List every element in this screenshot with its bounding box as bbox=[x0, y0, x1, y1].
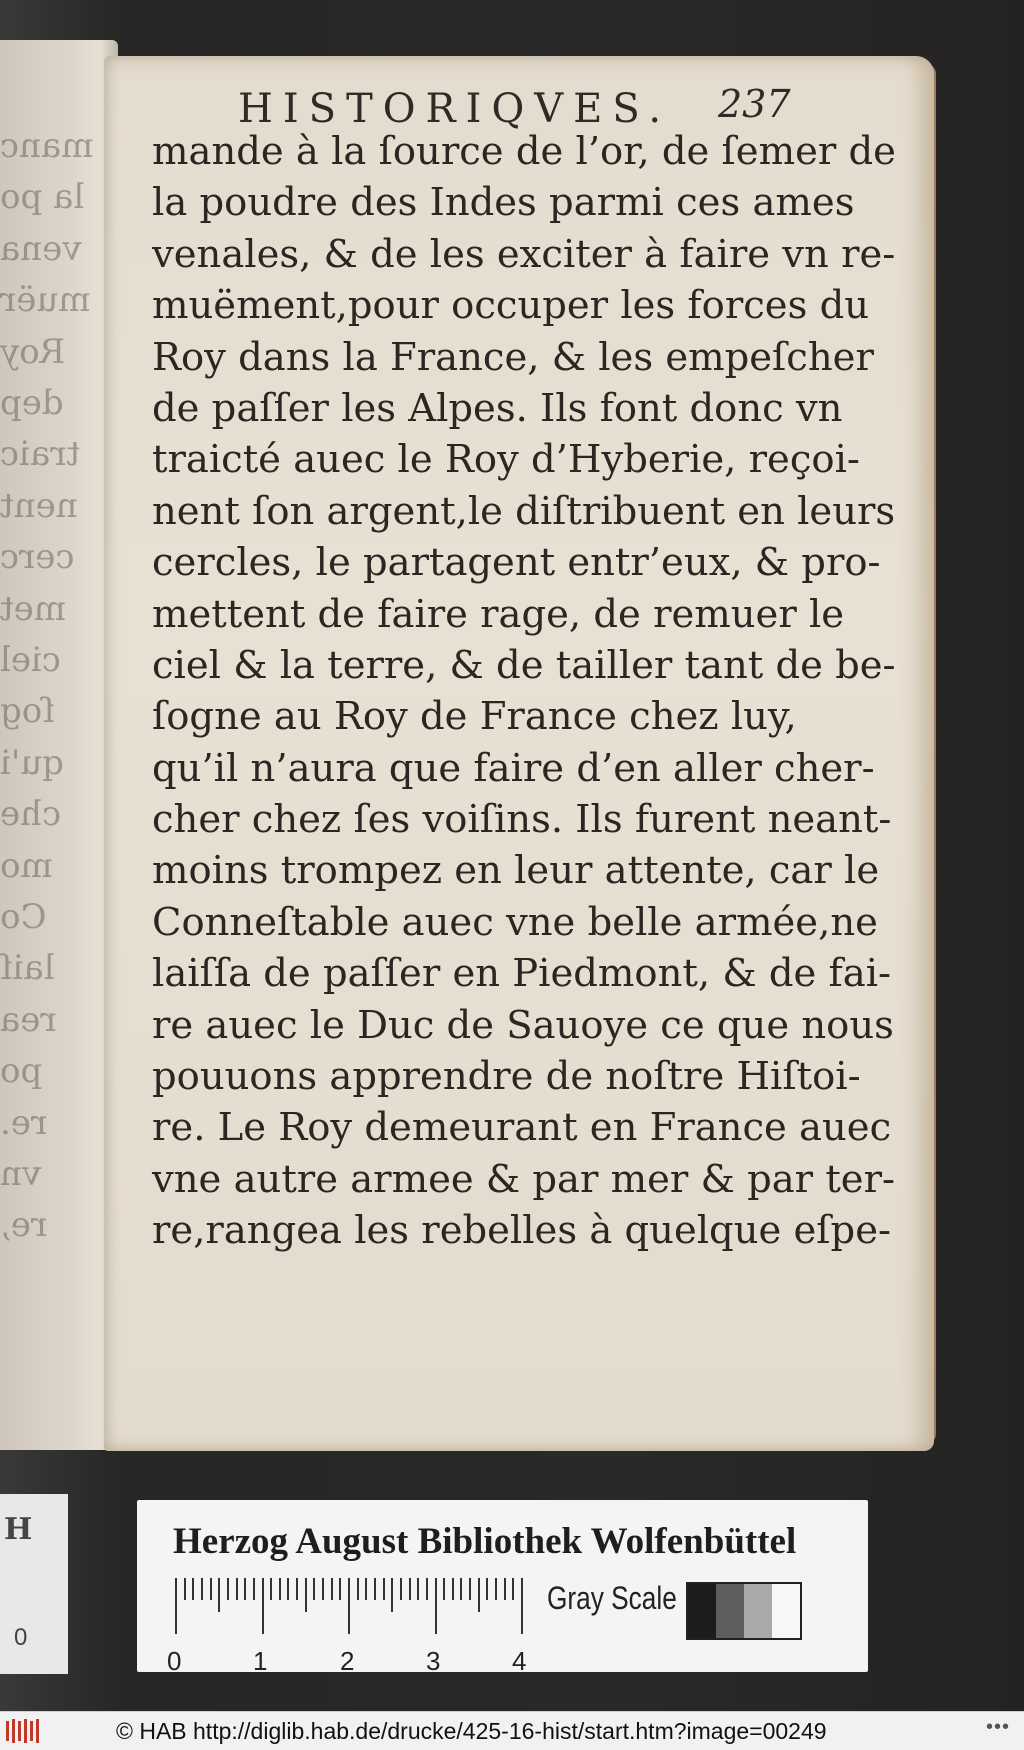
previous-calibration-card bbox=[0, 1494, 68, 1674]
ruler-tick bbox=[443, 1578, 445, 1600]
ruler-tick bbox=[218, 1578, 220, 1612]
ruler-tick bbox=[296, 1578, 298, 1600]
text-line: Conneſtable auec vne belle armée,ne bbox=[152, 899, 878, 945]
previous-page-fragment: Co bbox=[0, 897, 47, 937]
previous-page-fragment: la po bbox=[0, 177, 85, 218]
calibration-card bbox=[137, 1500, 868, 1676]
ruler-tick bbox=[348, 1578, 350, 1634]
text-line: nent ſon argent,le diſtribuent en leurs bbox=[152, 488, 896, 534]
previous-page-fragment: re, bbox=[0, 1205, 48, 1246]
hab-logo-icon bbox=[4, 1717, 44, 1745]
ruler-number: 0 bbox=[167, 1646, 182, 1676]
ruler-tick bbox=[201, 1578, 203, 1600]
ruler-number: 4 bbox=[512, 1646, 527, 1676]
ruler bbox=[175, 1578, 525, 1634]
ruler-tick bbox=[184, 1578, 186, 1600]
gray-scale-label: Gray Scale bbox=[547, 1580, 677, 1616]
previous-page-fragment: ciel bbox=[0, 640, 61, 680]
ruler-tick bbox=[227, 1578, 229, 1600]
ruler-tick bbox=[512, 1578, 514, 1600]
previous-page-fragment: mo bbox=[0, 845, 53, 886]
previous-page-fragment: che bbox=[0, 794, 62, 835]
ruler-tick bbox=[244, 1578, 246, 1600]
ruler-tick bbox=[270, 1578, 272, 1600]
text-line: cercles, le partagent entr’eux, & pro- bbox=[152, 540, 881, 586]
prev-card-number: 0 bbox=[14, 1624, 28, 1651]
copyright-link[interactable]: © HAB http://diglib.hab.de/drucke/425-16-hist/start.htm?image=00249 bbox=[116, 1718, 827, 1744]
previous-page-fragment: traic bbox=[0, 434, 81, 475]
ruler-number: 1 bbox=[253, 1646, 268, 1676]
previous-page-fragment: laiſ bbox=[0, 948, 55, 989]
ruler-tick bbox=[253, 1578, 255, 1600]
ruler-tick bbox=[486, 1578, 488, 1600]
ruler-tick bbox=[521, 1578, 523, 1634]
ruler-tick bbox=[305, 1578, 307, 1612]
previous-page-fragment: re. bbox=[0, 1102, 48, 1143]
text-line: mettent de faire rage, de remuer le bbox=[152, 591, 845, 637]
previous-page-fragment: muër bbox=[0, 280, 91, 321]
ruler-tick bbox=[469, 1578, 471, 1600]
ruler-tick bbox=[426, 1578, 428, 1600]
ruler-tick bbox=[417, 1578, 419, 1600]
ruler-tick bbox=[339, 1578, 341, 1600]
ruler-tick bbox=[452, 1578, 454, 1600]
text-line: Roy dans la France, & les empeſcher bbox=[152, 334, 874, 380]
previous-page-fragment: rea bbox=[0, 999, 57, 1040]
previous-page-edge bbox=[0, 40, 118, 1450]
ruler-tick bbox=[495, 1578, 497, 1600]
ruler-tick bbox=[504, 1578, 506, 1600]
ruler-tick bbox=[400, 1578, 402, 1600]
ruler-tick bbox=[478, 1578, 480, 1612]
ruler-tick bbox=[236, 1578, 238, 1600]
ruler-tick bbox=[175, 1578, 177, 1634]
gray-swatch bbox=[744, 1584, 772, 1638]
ruler-tick bbox=[287, 1578, 289, 1600]
gray-swatch bbox=[688, 1584, 716, 1638]
text-line: pouuons apprendre de noſtre Hiſtoi- bbox=[152, 1054, 861, 1100]
ruler-tick bbox=[262, 1578, 264, 1634]
ruler-tick bbox=[374, 1578, 376, 1600]
more-options-icon[interactable]: ••• bbox=[985, 1716, 1010, 1738]
text-line: re auec le Duc de Sauoye ce que nous bbox=[152, 1002, 894, 1048]
ruler-tick bbox=[357, 1578, 359, 1600]
text-line: vne autre armee & par mer & par ter- bbox=[152, 1156, 895, 1202]
footer-bar bbox=[0, 1711, 1024, 1750]
previous-page-fragment: dep bbox=[0, 383, 64, 423]
ruler-tick bbox=[322, 1578, 324, 1600]
running-head: HISTORIQVES. bbox=[238, 86, 672, 132]
ruler-tick bbox=[409, 1578, 411, 1600]
ruler-tick bbox=[192, 1578, 194, 1600]
text-line: re,rangea les rebelles à quelque eſpe- bbox=[152, 1208, 891, 1254]
gray-swatch bbox=[772, 1584, 800, 1638]
previous-page-fragment: nent bbox=[0, 485, 78, 526]
previous-page-fragment: po bbox=[0, 1051, 43, 1092]
previous-page-fragment: Roy bbox=[0, 331, 66, 372]
ruler-tick bbox=[279, 1578, 281, 1600]
text-line: mande à la ſource de l’or, de ſemer de bbox=[152, 129, 896, 174]
text-line: re. Le Roy demeurant en France auec bbox=[152, 1105, 892, 1151]
text-line: qu’il n’aura que faire d’en aller cher- bbox=[152, 745, 875, 791]
ruler-tick bbox=[391, 1578, 393, 1612]
ruler-tick bbox=[313, 1578, 315, 1600]
ruler-number: 3 bbox=[426, 1646, 441, 1676]
text-line: venales, & de les exciter à faire vn re- bbox=[152, 231, 896, 277]
page-number: 237 bbox=[718, 82, 791, 126]
ruler-tick bbox=[331, 1578, 333, 1600]
prev-card-letter: H bbox=[4, 1512, 33, 1547]
text-line: moins trompez en leur attente, car le bbox=[152, 848, 880, 894]
ruler-tick bbox=[435, 1578, 437, 1634]
text-line: de paſſer les Alpes. Ils font donc vn bbox=[152, 385, 843, 431]
text-line: traicté auec le Roy d’Hyberie, reçoi- bbox=[152, 437, 860, 483]
library-name: Herzog August Bibliothek Wolfenbüttel bbox=[173, 1521, 797, 1562]
previous-page-fragment: qu'i bbox=[0, 742, 64, 783]
text-line: cher chez ſes voiſins. Ils furent neant- bbox=[152, 797, 892, 843]
text-line: ciel & la terre, & de tailler tant de be- bbox=[152, 642, 896, 688]
previous-page-fragment: vena bbox=[0, 228, 82, 269]
text-line: laiſſa de paſſer en Piedmont, & de fai- bbox=[152, 951, 892, 997]
previous-page-fragment: manc bbox=[0, 126, 94, 166]
previous-page-fragment: met bbox=[0, 588, 67, 629]
text-line: ſogne au Roy de France chez luy, bbox=[152, 694, 797, 740]
gray-swatch bbox=[716, 1584, 744, 1638]
ruler-tick bbox=[210, 1578, 212, 1600]
gray-scale-swatches bbox=[686, 1582, 802, 1640]
previous-page-fragment: cerc bbox=[0, 537, 75, 578]
ruler-tick bbox=[365, 1578, 367, 1600]
ruler-tick bbox=[383, 1578, 385, 1600]
page-body-text bbox=[152, 126, 896, 1257]
previous-page-fragment: ſog bbox=[0, 691, 55, 732]
previous-page-fragment: vn bbox=[0, 1154, 42, 1194]
text-line: la poudre des Indes parmi ces ames bbox=[152, 180, 855, 226]
ruler-number: 2 bbox=[340, 1646, 355, 1676]
text-line: muëment,pour occuper les forces du bbox=[152, 283, 870, 329]
ruler-tick bbox=[460, 1578, 462, 1600]
